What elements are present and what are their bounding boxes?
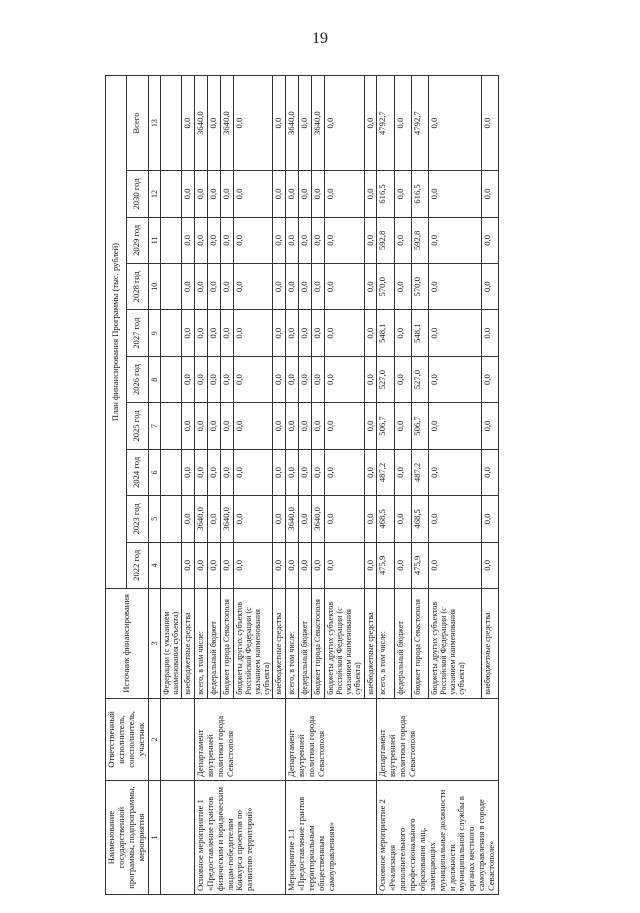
year-value: 0,0 <box>428 264 481 310</box>
column-index: 10 <box>148 264 160 310</box>
year-value: 527,0 <box>377 356 394 402</box>
year-value: 0,0 <box>428 542 481 588</box>
column-index: 4 <box>148 542 160 588</box>
year-value: 0,0 <box>394 217 411 263</box>
year-value: 0,0 <box>233 449 273 495</box>
year-value: 0,0 <box>324 264 364 310</box>
year-value: 0,0 <box>286 403 299 449</box>
year-value <box>160 310 181 356</box>
year-value: 0,0 <box>207 217 220 263</box>
year-value: 0,0 <box>220 356 233 402</box>
year-value: 0,0 <box>311 217 324 263</box>
year-value: 0,0 <box>286 264 299 310</box>
year-value: 0,0 <box>220 449 233 495</box>
activity-name: Основное мероприятие 1 «Предоставление грантов физическим и юридическим лицам-победителям Конкурса проектов по развитию территорий» <box>194 781 285 895</box>
header-year: 2024 год <box>127 449 148 495</box>
year-value: 475,9 <box>377 542 394 588</box>
year-value: 570,0 <box>377 264 394 310</box>
year-value: 0,0 <box>364 264 377 310</box>
funding-source: внебюджетные средства <box>182 589 195 699</box>
column-index: 9 <box>148 310 160 356</box>
year-value <box>160 449 181 495</box>
year-value: 0,0 <box>311 449 324 495</box>
year-value: 0,0 <box>428 449 481 495</box>
year-value: 0,0 <box>273 310 286 356</box>
year-value: 487,2 <box>377 449 394 495</box>
year-value: 0,0 <box>194 449 207 495</box>
year-value: 0,0 <box>182 310 195 356</box>
year-value: 0,0 <box>182 217 195 263</box>
header-plan: План финансирования Программы (тыс. рублей) <box>106 76 127 589</box>
year-value: 0,0 <box>207 264 220 310</box>
year-value: 0,0 <box>207 542 220 588</box>
column-index: 7 <box>148 403 160 449</box>
executor-name <box>160 698 194 780</box>
year-value: 0,0 <box>311 264 324 310</box>
year-value <box>160 264 181 310</box>
year-value: 0,0 <box>311 310 324 356</box>
year-value: 0,0 <box>394 542 411 588</box>
year-value: 0,0 <box>299 356 312 402</box>
year-value: 475,9 <box>411 542 428 588</box>
year-value: 0,0 <box>428 496 481 542</box>
year-value: 0,0 <box>428 310 481 356</box>
year-value: 0,0 <box>364 496 377 542</box>
year-value: 570,0 <box>411 264 428 310</box>
year-value: 0,0 <box>481 356 498 402</box>
year-value: 0,0 <box>481 217 498 263</box>
year-value: 0,0 <box>182 356 195 402</box>
table-row <box>286 76 299 895</box>
year-value: 0,0 <box>220 542 233 588</box>
year-value <box>160 403 181 449</box>
header-year: 2027 год <box>127 310 148 356</box>
year-value: 0,0 <box>364 217 377 263</box>
year-value: 0,0 <box>299 496 312 542</box>
funding-source: Федерации (с указанием наименования субъекта) <box>160 589 181 699</box>
year-value: 0,0 <box>299 264 312 310</box>
page-number: 19 <box>312 30 328 47</box>
year-value: 0,0 <box>286 542 299 588</box>
column-index: 13 <box>148 76 160 171</box>
year-value: 0,0 <box>364 542 377 588</box>
year-value: 3640,0 <box>194 496 207 542</box>
column-index: 12 <box>148 171 160 217</box>
year-value: 0,0 <box>194 217 207 263</box>
table-row <box>160 76 181 895</box>
total-value: 3640,0 <box>194 76 207 171</box>
year-value: 0,0 <box>299 403 312 449</box>
year-value: 0,0 <box>364 310 377 356</box>
year-value: 0,0 <box>394 449 411 495</box>
year-value: 0,0 <box>273 264 286 310</box>
year-value: 0,0 <box>273 217 286 263</box>
year-value: 0,0 <box>364 171 377 217</box>
year-value: 0,0 <box>299 310 312 356</box>
column-index: 3 <box>148 589 160 699</box>
year-value <box>160 542 181 588</box>
year-value: 0,0 <box>481 496 498 542</box>
year-value: 0,0 <box>233 403 273 449</box>
year-value: 592,8 <box>411 217 428 263</box>
total-value: 0,0 <box>394 76 411 171</box>
year-value: 0,0 <box>481 171 498 217</box>
year-value: 506,7 <box>411 403 428 449</box>
year-value: 468,5 <box>411 496 428 542</box>
total-value: 0,0 <box>428 76 481 171</box>
funding-source: бюджет города Севастополя <box>311 589 324 699</box>
funding-source: всего, в том числе: <box>377 589 394 699</box>
year-value: 0,0 <box>394 496 411 542</box>
year-value: 0,0 <box>286 310 299 356</box>
header-year: 2030 год <box>127 171 148 217</box>
year-value: 0,0 <box>324 496 364 542</box>
financing-plan-table <box>105 75 499 895</box>
year-value: 0,0 <box>311 171 324 217</box>
column-index: 2 <box>148 698 160 780</box>
year-value: 0,0 <box>233 310 273 356</box>
column-index: 8 <box>148 356 160 402</box>
year-value: 0,0 <box>182 542 195 588</box>
year-value: 0,0 <box>324 542 364 588</box>
header-executor: Ответственный исполнитель, соисполнитель, участник <box>106 698 149 780</box>
year-value <box>160 356 181 402</box>
year-value: 0,0 <box>428 403 481 449</box>
year-value: 0,0 <box>207 310 220 356</box>
year-value: 506,7 <box>377 403 394 449</box>
year-value: 0,0 <box>286 217 299 263</box>
year-value: 0,0 <box>182 403 195 449</box>
year-value: 0,0 <box>481 449 498 495</box>
year-value: 0,0 <box>182 171 195 217</box>
activity-name: Основное мероприятие 2 «Реализация дополнительного профессионального образования лиц, замещающих муниципальные должности и должности муниципальной службы в органах местного самоуправления в городе Севастополе» <box>377 781 499 895</box>
year-value: 487,2 <box>411 449 428 495</box>
total-value: 3640,0 <box>286 76 299 171</box>
funding-source: бюджеты других субъектов Российской Федерации (с указанием наименования субъекта) <box>324 589 364 699</box>
header-source: Источник финансирования <box>106 589 149 699</box>
year-value: 0,0 <box>220 310 233 356</box>
year-value: 0,0 <box>324 171 364 217</box>
year-value: 0,0 <box>324 449 364 495</box>
year-value: 0,0 <box>299 217 312 263</box>
funding-source: федеральный бюджет <box>299 589 312 699</box>
total-value: 0,0 <box>207 76 220 171</box>
activity-name: Мероприятие 1.1 «Предоставление грантов территориальным общественным самоуправлениям» <box>286 781 377 895</box>
year-value: 3640,0 <box>286 496 299 542</box>
year-value: 0,0 <box>324 310 364 356</box>
total-value: 0,0 <box>182 76 195 171</box>
year-value: 0,0 <box>481 310 498 356</box>
year-value: 0,0 <box>394 356 411 402</box>
total-value: 0,0 <box>481 76 498 171</box>
year-value: 0,0 <box>364 403 377 449</box>
year-value: 0,0 <box>220 217 233 263</box>
year-value: 0,0 <box>299 542 312 588</box>
total-value: 0,0 <box>273 76 286 171</box>
year-value: 0,0 <box>286 356 299 402</box>
rotated-landscape-page <box>105 75 615 895</box>
funding-source: внебюджетные средства <box>273 589 286 699</box>
year-value: 0,0 <box>207 449 220 495</box>
funding-source: федеральный бюджет <box>394 589 411 699</box>
year-value: 0,0 <box>394 264 411 310</box>
year-value: 0,0 <box>233 217 273 263</box>
year-value: 0,0 <box>324 356 364 402</box>
year-value <box>160 217 181 263</box>
total-value: 0,0 <box>324 76 364 171</box>
year-value: 0,0 <box>194 403 207 449</box>
year-value: 0,0 <box>220 264 233 310</box>
year-value: 0,0 <box>233 171 273 217</box>
year-value: 0,0 <box>273 449 286 495</box>
header-total: Всего <box>127 76 148 171</box>
executor-name: Департамент внутренней политики города Севастополя <box>286 698 377 780</box>
year-value: 0,0 <box>182 264 195 310</box>
year-value: 0,0 <box>194 542 207 588</box>
year-value: 0,0 <box>182 449 195 495</box>
year-value: 0,0 <box>182 496 195 542</box>
funding-source: внебюджетные средства <box>364 589 377 699</box>
header-year: 2023 год <box>127 496 148 542</box>
year-value: 0,0 <box>273 171 286 217</box>
year-value: 0,0 <box>324 403 364 449</box>
year-value: 0,0 <box>233 496 273 542</box>
year-value: 3640,0 <box>220 496 233 542</box>
year-value: 0,0 <box>394 403 411 449</box>
year-value: 0,0 <box>220 403 233 449</box>
table-wrapper <box>105 75 615 895</box>
year-value: 548,1 <box>411 310 428 356</box>
funding-source: бюджет города Севастополя <box>220 589 233 699</box>
year-value: 0,0 <box>194 356 207 402</box>
year-value: 468,5 <box>377 496 394 542</box>
funding-source: федеральный бюджет <box>207 589 220 699</box>
column-index: 1 <box>148 781 160 895</box>
year-value: 0,0 <box>311 356 324 402</box>
year-value: 0,0 <box>428 356 481 402</box>
year-value: 0,0 <box>299 171 312 217</box>
year-value <box>160 496 181 542</box>
year-value: 3640,0 <box>311 496 324 542</box>
funding-source: всего, в том числе: <box>286 589 299 699</box>
header-index-row <box>148 76 160 895</box>
funding-source: всего, в том числе: <box>194 589 207 699</box>
table-row <box>194 76 207 895</box>
year-value: 0,0 <box>273 496 286 542</box>
year-value: 0,0 <box>207 496 220 542</box>
year-value: 592,8 <box>377 217 394 263</box>
year-value: 0,0 <box>311 542 324 588</box>
funding-source: бюджет города Севастополя <box>411 589 428 699</box>
column-index: 6 <box>148 449 160 495</box>
year-value: 0,0 <box>194 171 207 217</box>
table-body <box>160 76 498 895</box>
year-value: 0,0 <box>273 403 286 449</box>
year-value: 0,0 <box>220 171 233 217</box>
year-value: 0,0 <box>324 217 364 263</box>
year-value: 0,0 <box>364 356 377 402</box>
year-value <box>160 171 181 217</box>
year-value: 0,0 <box>428 171 481 217</box>
year-value: 0,0 <box>481 264 498 310</box>
year-value: 0,0 <box>194 264 207 310</box>
header-year: 2026 год <box>127 356 148 402</box>
year-value: 548,1 <box>377 310 394 356</box>
column-index: 11 <box>148 217 160 263</box>
total-value: 0,0 <box>364 76 377 171</box>
year-value: 0,0 <box>194 310 207 356</box>
year-value: 616,5 <box>377 171 394 217</box>
total-value: 4792,7 <box>377 76 394 171</box>
year-value: 0,0 <box>394 310 411 356</box>
funding-source: бюджеты других субъектов Российской Федерации (с указанием наименования субъекта) <box>428 589 481 699</box>
funding-source: бюджеты других субъектов Российской Федерации (с указанием наименования субъекта) <box>233 589 273 699</box>
header-year: 2028 год <box>127 264 148 310</box>
total-value <box>160 76 181 171</box>
executor-name: Департамент внутренней политики города Севастополя <box>194 698 285 780</box>
year-value: 0,0 <box>481 542 498 588</box>
table-row <box>377 76 394 895</box>
funding-source: внебюджетные средства <box>481 589 498 699</box>
year-value: 0,0 <box>299 449 312 495</box>
year-value: 0,0 <box>311 403 324 449</box>
year-value: 0,0 <box>481 403 498 449</box>
header-year: 2029 год <box>127 217 148 263</box>
year-value: 0,0 <box>273 356 286 402</box>
total-value: 0,0 <box>299 76 312 171</box>
year-value: 0,0 <box>286 449 299 495</box>
total-value: 3640,0 <box>220 76 233 171</box>
year-value: 0,0 <box>207 171 220 217</box>
header-name: Наименование государственной программы, подпрограммы, мероприятия <box>106 781 149 895</box>
total-value: 3640,0 <box>311 76 324 171</box>
year-value: 0,0 <box>233 264 273 310</box>
year-value: 0,0 <box>207 403 220 449</box>
year-value: 0,0 <box>394 171 411 217</box>
year-value: 0,0 <box>207 356 220 402</box>
column-index: 5 <box>148 496 160 542</box>
year-value: 0,0 <box>233 542 273 588</box>
year-value: 527,0 <box>411 356 428 402</box>
total-value: 0,0 <box>233 76 273 171</box>
year-value: 0,0 <box>233 356 273 402</box>
year-value: 0,0 <box>286 171 299 217</box>
year-value: 0,0 <box>428 217 481 263</box>
year-value: 0,0 <box>273 542 286 588</box>
activity-name <box>160 781 194 895</box>
header-year: 2022 год <box>127 542 148 588</box>
header-year: 2025 год <box>127 403 148 449</box>
total-value: 4792,7 <box>411 76 428 171</box>
year-value: 616,5 <box>411 171 428 217</box>
executor-name: Департамент внутренней политики города Севастополя <box>377 698 499 780</box>
year-value: 0,0 <box>364 449 377 495</box>
